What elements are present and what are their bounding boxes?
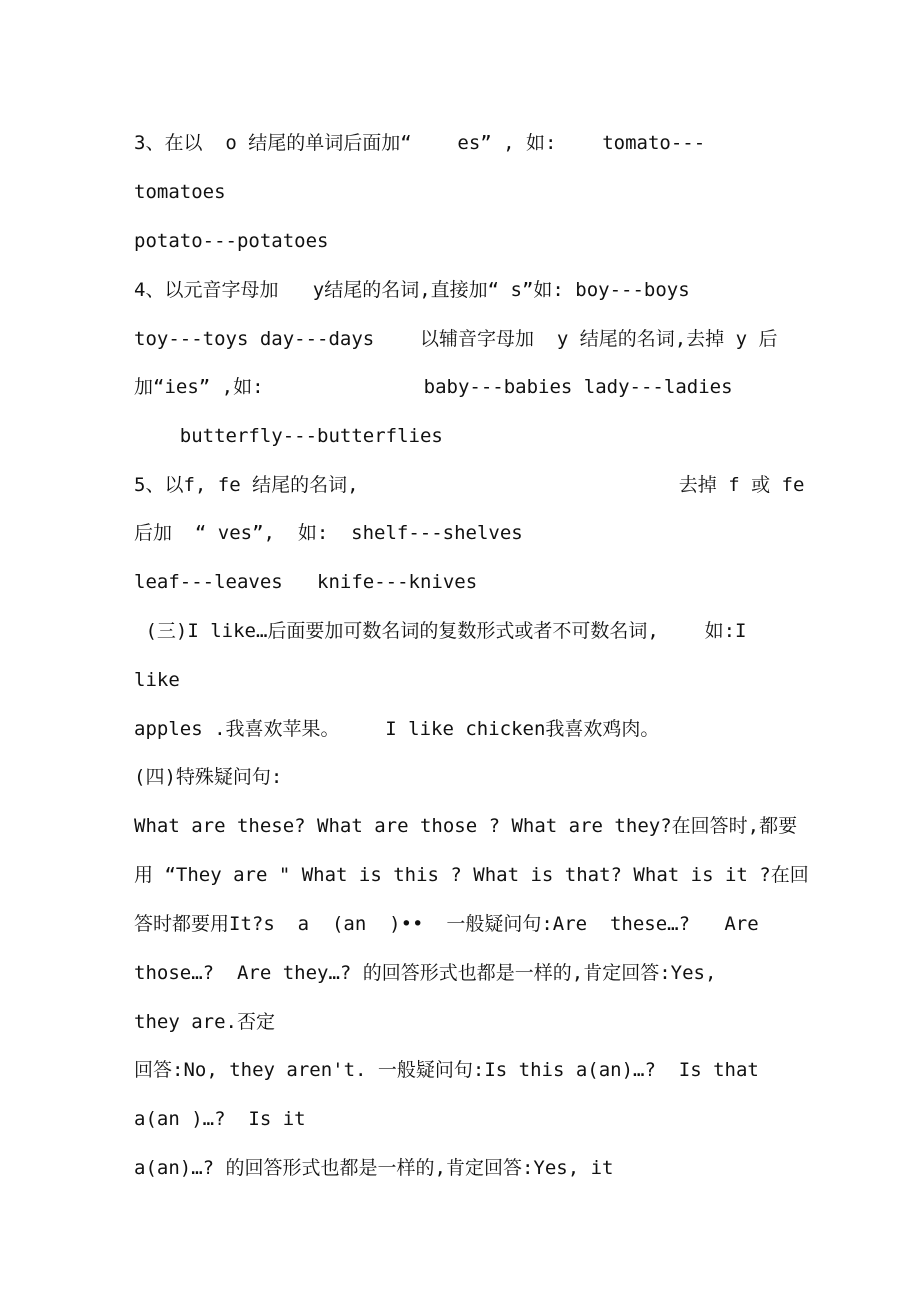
text-line: 回答:No, they aren't. 一般疑问句:Is this a(an)…? Is that bbox=[134, 1059, 759, 1081]
text-line: leaf---leaves knife---knives bbox=[134, 571, 478, 593]
text-line: 4、以元音字母加 y结尾的名词,直接加“ s”如: boy---boys bbox=[134, 279, 690, 301]
text-line: those…? Are they…? 的回答形式也都是一样的,肯定回答:Yes, bbox=[134, 962, 717, 984]
text-line: a(an)…? 的回答形式也都是一样的,肯定回答:Yes, it bbox=[134, 1157, 614, 1179]
text-line: 3、在以 o 结尾的单词后面加“ es” , 如: tomato--- bbox=[134, 132, 706, 154]
text-line: they are.否定 bbox=[134, 1011, 275, 1033]
text-line: 用 “They are " What is this ? What is that? What is it ?在回 bbox=[134, 864, 809, 886]
text-line: 加“ies” ,如: baby---babies lady---ladies bbox=[134, 376, 733, 398]
text-line: 答时都要用It?s a (an )•• 一般疑问句:Are these…? Are bbox=[134, 913, 759, 935]
text-line: tomatoes bbox=[134, 181, 226, 203]
text-line: (四)特殊疑问句: bbox=[134, 766, 283, 788]
text-line: toy---toys day---days 以辅音字母加 y 结尾的名词,去掉 y 后 bbox=[134, 328, 778, 350]
text-line: apples .我喜欢苹果。 I like chicken我喜欢鸡肉。 bbox=[134, 718, 660, 740]
text-line: like bbox=[134, 669, 180, 691]
text-line: What are these? What are those ? What are they?在回答时,都要 bbox=[134, 815, 798, 837]
text-line: 后加 “ ves”, 如: shelf---shelves bbox=[134, 522, 523, 544]
text-line: (三)I like…后面要加可数名词的复数形式或者不可数名词, 如:I bbox=[134, 620, 747, 642]
text-line: potato---potatoes bbox=[134, 230, 329, 252]
text-line: butterfly---butterflies bbox=[134, 425, 443, 447]
text-line: 5、以f, fe 结尾的名词, 去掉 f 或 fe bbox=[134, 474, 805, 496]
text-line: a(an )…? Is it bbox=[134, 1108, 306, 1130]
